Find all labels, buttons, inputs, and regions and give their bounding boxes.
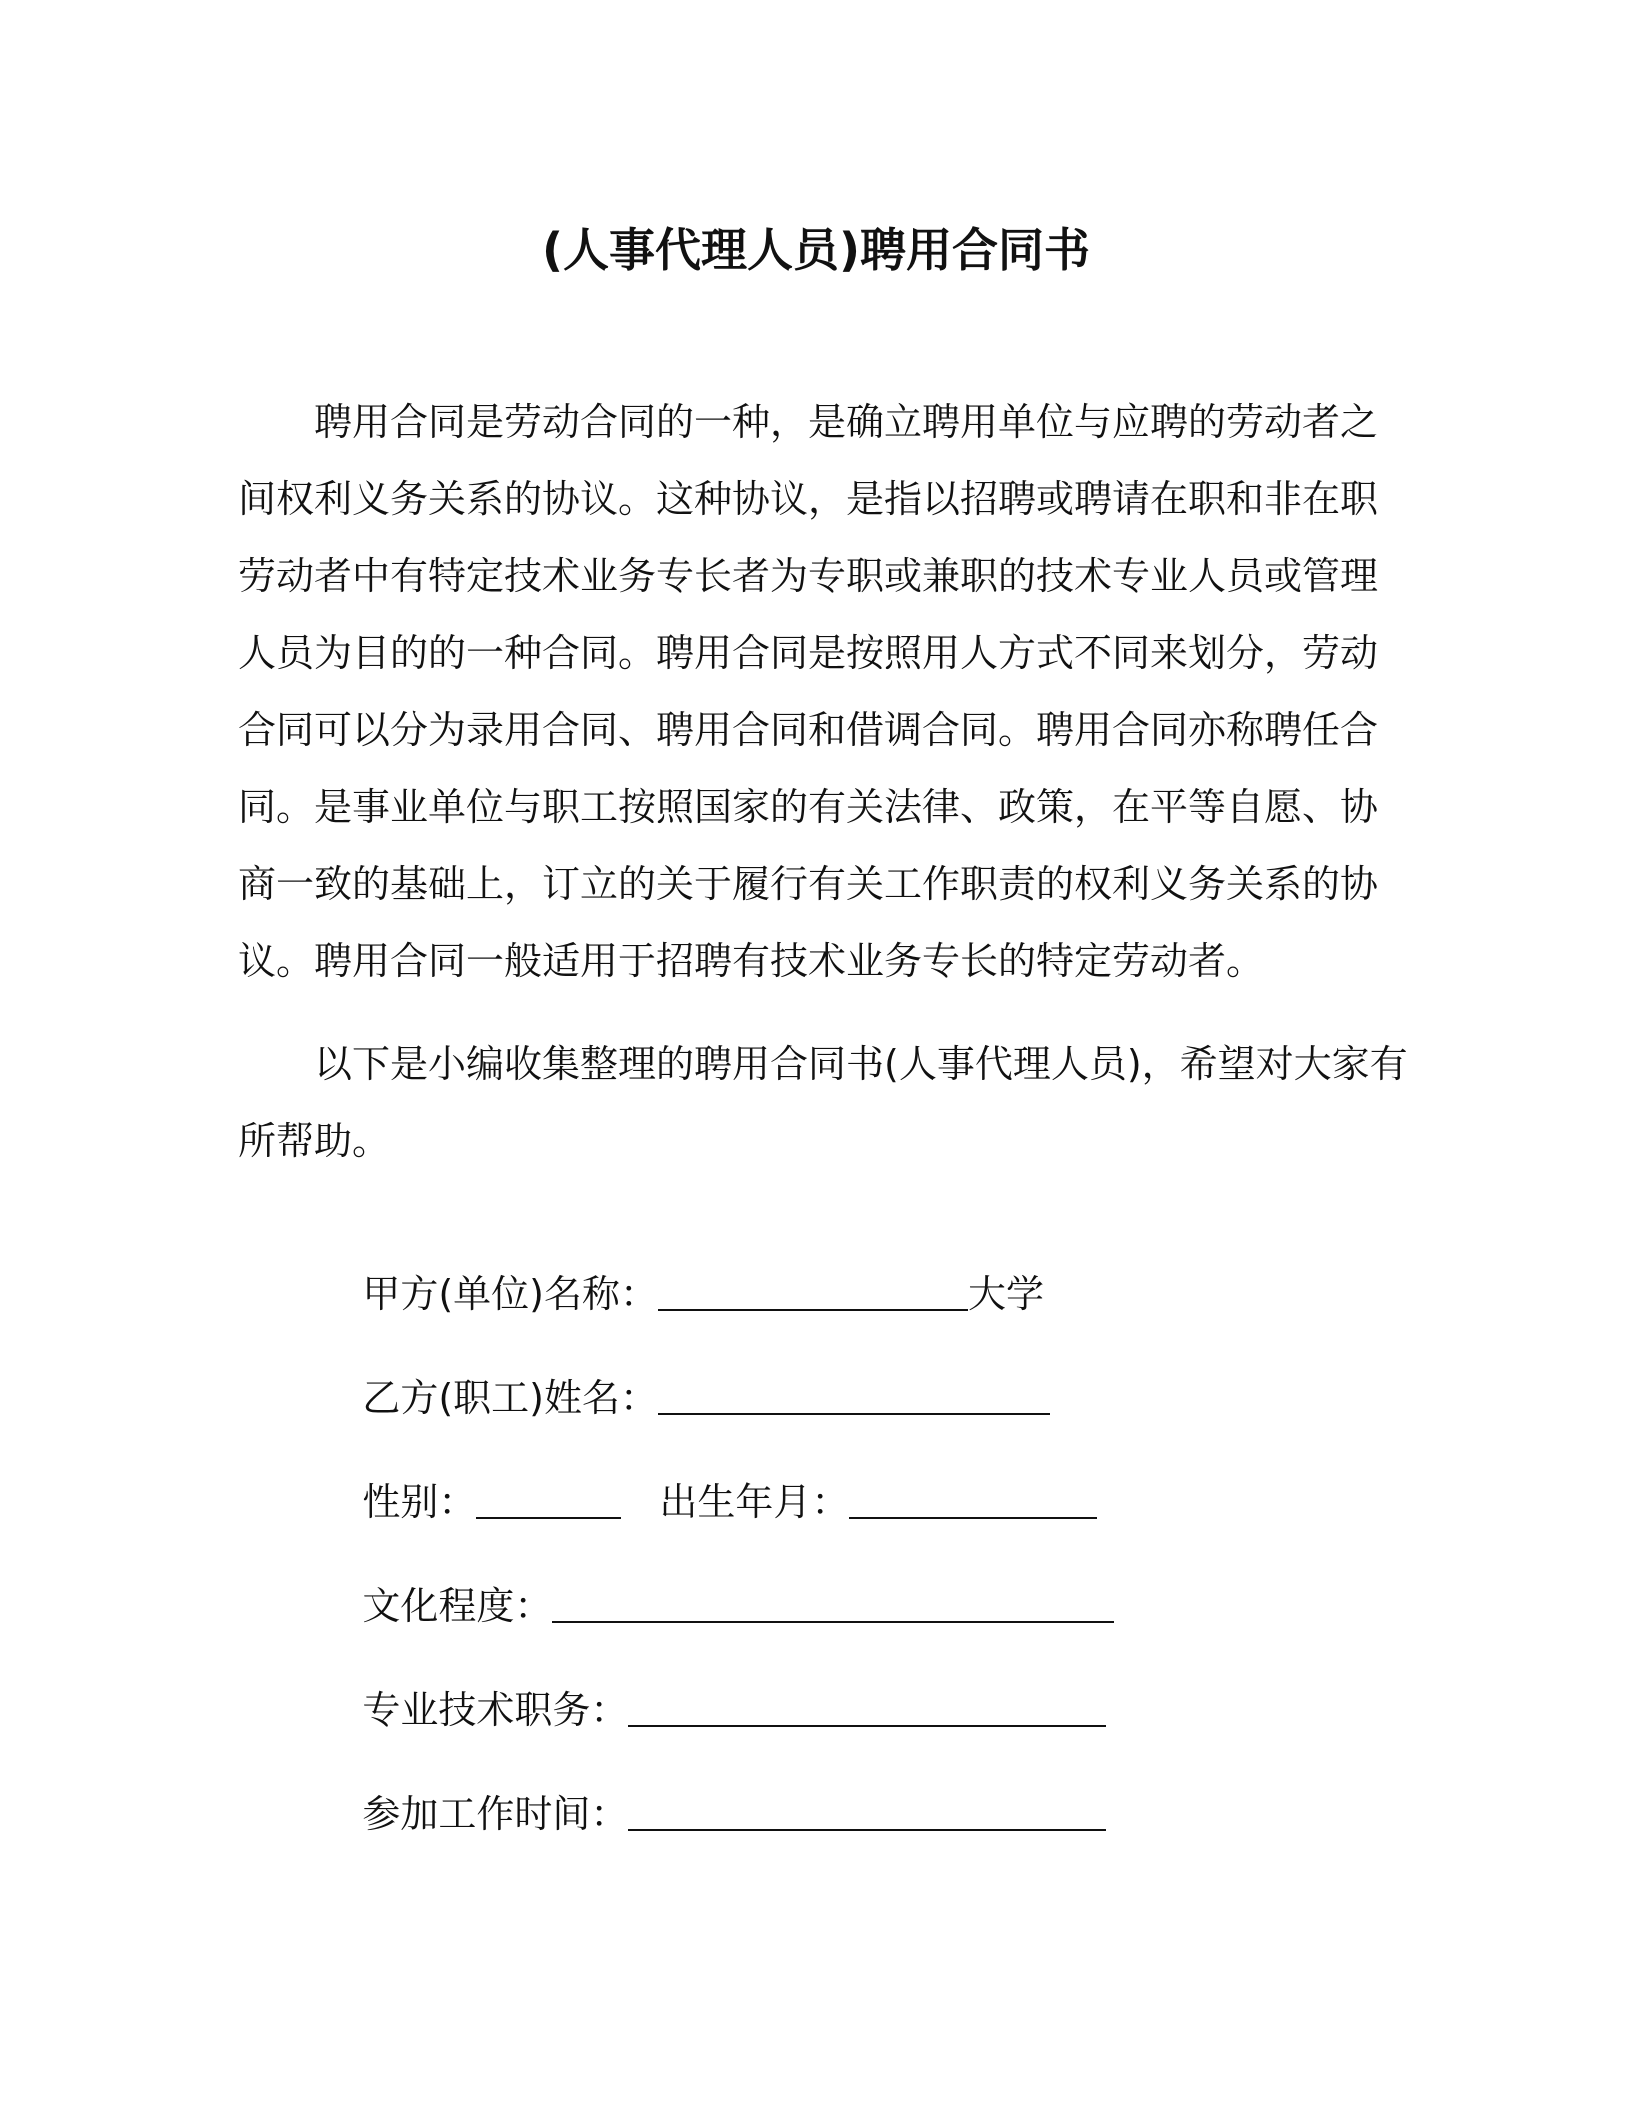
professional-title-label: 专业技术职务： — [362, 1688, 629, 1732]
paragraph-line: 间权利义务关系的协议。这种协议，是指以招聘或聘请在职和非在职 — [238, 477, 1379, 521]
party-a-suffix: 大学 — [967, 1272, 1044, 1316]
work-start-label: 参加工作时间： — [362, 1792, 629, 1836]
work-start-field — [314, 1742, 1106, 1886]
work-start-blank[interactable] — [628, 1797, 1106, 1827]
paragraph-line: 聘用合同是劳动合同的一种，是确立聘用单位与应聘的劳动者之 — [314, 400, 1379, 444]
education-blank[interactable] — [552, 1589, 1114, 1619]
paragraph-line: 同。是事业单位与职工按照国家的有关法律、政策，在平等自愿、协 — [238, 785, 1379, 829]
gender-label: 性别： — [362, 1480, 477, 1524]
paragraph-line: 人员为目的的一种合同。聘用合同是按照用人方式不同来划分，劳动 — [238, 631, 1379, 675]
paragraph-line: 商一致的基础上，订立的关于履行有关工作职责的权利义务关系的协 — [238, 862, 1379, 906]
gender-blank[interactable] — [476, 1485, 621, 1515]
paragraph-line: 以下是小编收集整理的聘用合同书(人事代理人员)，希望对大家有 — [314, 1042, 1408, 1086]
birth-label: 出生年月： — [659, 1480, 850, 1524]
paragraph-line: 议。聘用合同一般适用于招聘有技术业务专长的特定劳动者。 — [238, 939, 1265, 983]
party-b-label: 乙方(职工)姓名： — [362, 1376, 658, 1420]
party-a-blank[interactable] — [658, 1277, 968, 1307]
professional-title-blank[interactable] — [628, 1693, 1106, 1723]
birth-blank[interactable] — [849, 1485, 1097, 1515]
party-b-blank[interactable] — [658, 1381, 1050, 1411]
paragraph-line: 劳动者中有特定技术业务专长者为专职或兼职的技术专业人员或管理 — [238, 554, 1379, 598]
education-label: 文化程度： — [362, 1584, 553, 1628]
paragraph-line: 所帮助。 — [238, 1119, 391, 1163]
document-title: (人事代理人员)聘用合同书 — [541, 223, 1091, 277]
party-a-label: 甲方(单位)名称： — [362, 1272, 658, 1316]
paragraph-line: 合同可以分为录用合同、聘用合同和借调合同。聘用合同亦称聘任合 — [238, 708, 1379, 752]
